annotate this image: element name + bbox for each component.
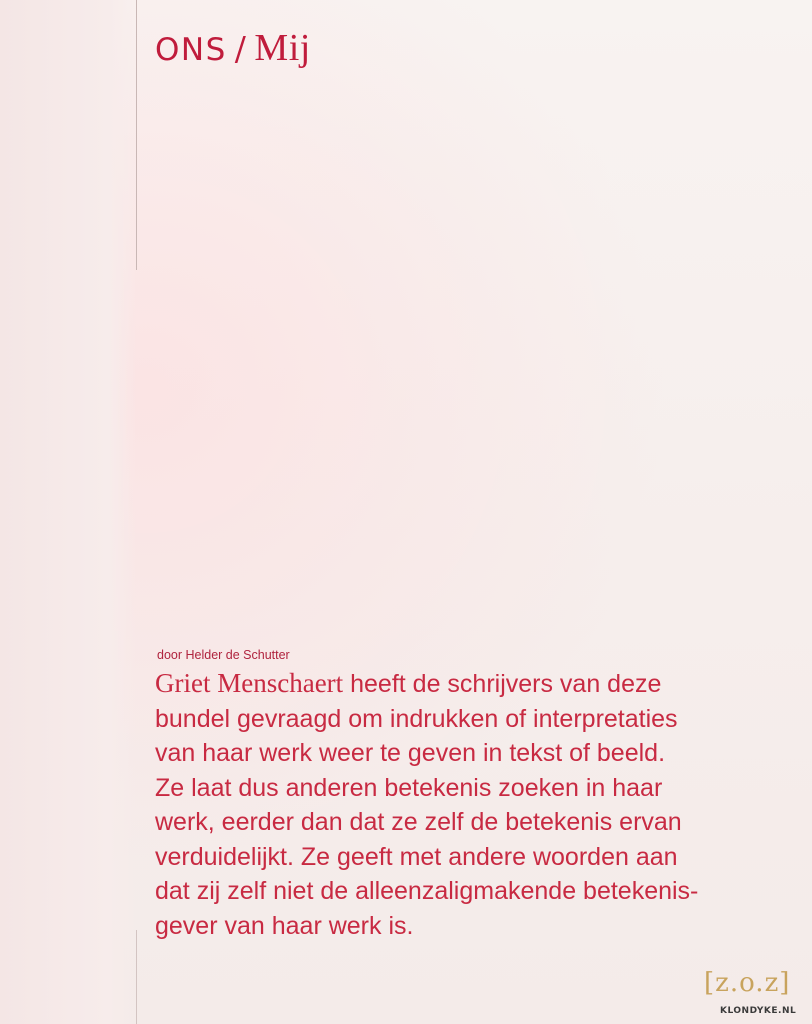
blurb-line-3: van haar werk weer te geven in tekst of beeld.: [155, 739, 666, 767]
vertical-rule-bottom: [136, 930, 137, 1024]
title-part-mij: Mij: [254, 27, 311, 69]
blurb-line-1-rest: heeft de schrijvers van deze: [343, 670, 662, 698]
vertical-rule-top: [136, 0, 137, 270]
book-title: [155, 26, 311, 70]
blurb-line-2: bundel gevraagd om indrukken of interpretaties: [155, 704, 678, 733]
left-panel: [0, 0, 136, 1024]
watermark-text: KLONDYKE.NL: [720, 1006, 797, 1016]
blurb-line-4: Ze laat dus anderen betekenis zoeken in haar: [155, 773, 663, 802]
blurb-line-1: [155, 666, 800, 702]
blurb-lead-name: Griet Menschaert: [155, 668, 344, 698]
author-line: door Helder de Schutter: [157, 648, 290, 662]
blurb-line-6: verduidelijkt. Ze geeft met andere woorden aan: [155, 842, 678, 871]
title-separator: /: [234, 29, 247, 68]
publisher-logo: [z.o.z]: [704, 968, 791, 998]
blurb-text: [155, 666, 800, 943]
blurb-line-7: dat zij zelf niet de alleenzaligmakende betekenis-: [155, 877, 699, 905]
title-part-ons: ONS: [155, 32, 227, 68]
blurb-line-8: gever van haar werk is.: [155, 911, 414, 940]
blurb-line-5: werk, eerder dan dat ze zelf de betekenis ervan: [155, 808, 682, 836]
